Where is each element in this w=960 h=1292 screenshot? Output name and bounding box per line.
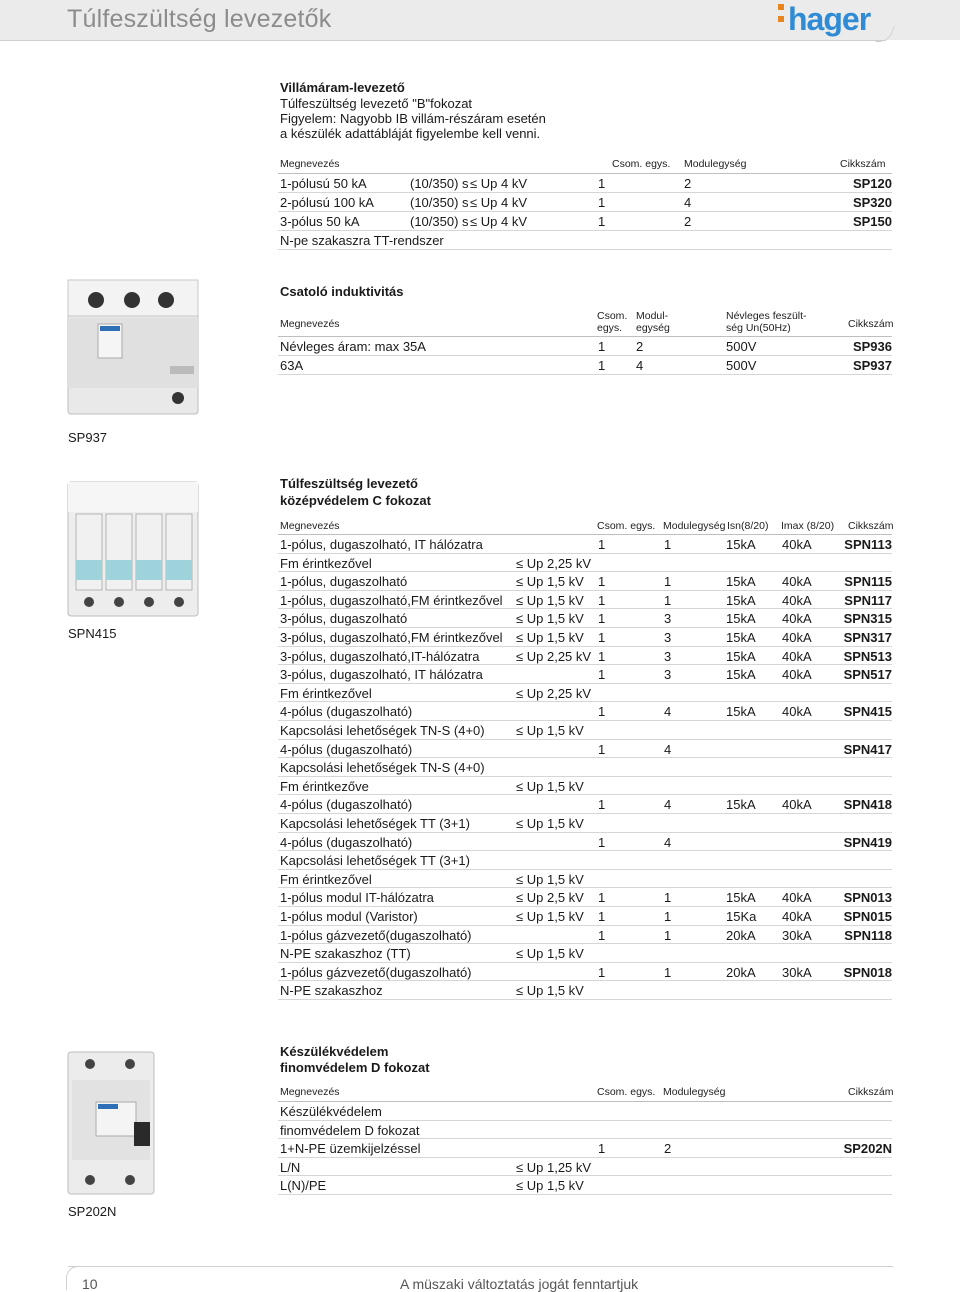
cell-up: ≤ Up 1,5 kV (516, 778, 584, 794)
cell-name: 1-pólus, dugaszolható, IT hálózatra (280, 537, 483, 552)
col-header-code: Cikkszám (848, 1086, 894, 1098)
cell-code: SPN315 (843, 611, 892, 627)
cell-name: Névleges áram: max 35A (280, 339, 426, 354)
cell-name: Kapcsolási lehetőségek TN-S (4+0) (280, 760, 485, 776)
cell-pack: 1 (598, 339, 606, 354)
cell-standard: (10/350) s (410, 176, 469, 191)
cell-standard: (10/350) s (410, 195, 469, 210)
cell-up: ≤ Up 2,5 kV (516, 890, 584, 906)
table-row (278, 337, 892, 356)
cell-module: 2 (684, 176, 692, 191)
table-row (278, 609, 892, 628)
cell-imax: 40kA (782, 648, 812, 664)
cell-name: 4-pólus (dugaszolható) (280, 704, 413, 720)
cell-isn: 20kA (726, 964, 756, 980)
cell-code: SPN015 (843, 909, 892, 924)
table-row (278, 721, 892, 740)
table-row (278, 174, 892, 193)
cell-module: 4 (664, 834, 672, 850)
col-header-module: Modulegység (663, 520, 726, 532)
table-row (278, 963, 892, 982)
cell-isn: 15kA (726, 648, 756, 664)
col-header-module: Modulegység (663, 1086, 726, 1098)
cell-imax: 40kA (782, 630, 812, 645)
cell-pack: 1 (598, 964, 606, 980)
cell-name: Fm érintkezővel (280, 555, 372, 571)
cell-up: ≤ Up 1,5 kV (516, 946, 584, 962)
table-row (278, 628, 892, 647)
cell-name: 63A (280, 358, 304, 373)
cell-module: 1 (664, 964, 672, 980)
table-row (278, 1176, 892, 1195)
col-header-code: Cikkszám (848, 318, 894, 330)
cell-pack: 1 (598, 358, 606, 373)
table-row (278, 1121, 892, 1140)
footer-note: A müszaki változtatás jogát fenntartjuk (400, 1276, 639, 1292)
cell-up: ≤ Up 1,5 kV (516, 592, 584, 608)
cell-module: 4 (684, 195, 692, 210)
table-row (278, 231, 892, 250)
cell-voltage: 500V (726, 358, 757, 373)
table-row (278, 833, 892, 852)
col-header-voltage: ség Un(50Hz) (726, 322, 791, 334)
cell-module: 1 (664, 927, 672, 943)
cell-pack: 1 (598, 611, 606, 627)
col-header-code: Cikkszám (840, 158, 886, 170)
logo-dots-icon (778, 0, 785, 28)
table-row (278, 356, 892, 375)
cell-code: SPN417 (843, 741, 892, 757)
cell-imax: 30kA (782, 927, 812, 943)
col-header-code: Cikkszám (848, 520, 894, 532)
cell-name: Készülékvédelem (280, 1104, 382, 1119)
cell-up: ≤ Up 1,5 kV (516, 816, 584, 831)
cell-name: L/N (280, 1159, 301, 1175)
col-header-pack: Csom. egys. (612, 158, 671, 170)
cell-code: SP936 (852, 339, 892, 354)
cell-up: ≤ Up 1,25 kV (516, 1159, 592, 1175)
cell-up: ≤ Up 2,25 kV (516, 648, 592, 664)
cell-pack: 1 (598, 648, 606, 664)
cell-module: 4 (664, 704, 672, 720)
cell-pack: 1 (598, 1141, 606, 1157)
cell-voltage: ≤ Up 4 kV (470, 195, 527, 210)
cell-name: 1+N-PE üzemkijelzéssel (280, 1141, 421, 1157)
cell-voltage: 500V (726, 339, 757, 354)
cell-isn: 15kA (726, 704, 756, 720)
table-row (278, 740, 892, 759)
table-row (278, 591, 892, 610)
table-row (278, 665, 892, 684)
cell-module: 2 (636, 339, 644, 354)
cell-standard: (10/350) s (410, 214, 469, 229)
cell-up: ≤ Up 1,5 kV (516, 1178, 584, 1194)
col-header-name: Megnevezés (280, 318, 340, 330)
cell-code: SP120 (852, 176, 892, 191)
cell-code: SPN415 (843, 704, 892, 720)
cell-code: SPN418 (843, 797, 892, 813)
cell-code: SPN113 (844, 537, 892, 552)
cell-pack: 1 (598, 927, 606, 943)
table-row (278, 535, 892, 554)
col-header-module: Modulegység (684, 158, 747, 170)
table-row (278, 1102, 892, 1121)
table-row (278, 554, 892, 573)
table-row (278, 1139, 892, 1158)
cell-name: 1-pólus, dugaszolható (280, 574, 408, 590)
cell-name: 3-pólus, dugaszolható,FM érintkezővel (280, 630, 503, 645)
cell-pack: 1 (598, 630, 606, 645)
cell-imax: 40kA (782, 667, 812, 683)
cell-imax: 40kA (782, 797, 812, 813)
cell-name: 4-pólus (dugaszolható) (280, 834, 413, 850)
cell-name: Kapcsolási lehetőségek TT (3+1) (280, 853, 470, 869)
cell-name: N-PE szakaszhoz (TT) (280, 946, 411, 962)
cell-name: 1-pólus gázvezető(dugaszolható) (280, 927, 472, 943)
section1-line: Figyelem: Nagyobb IB villám-részáram esetén (280, 111, 546, 126)
image-caption: SPN415 (68, 626, 117, 641)
cell-code: SPN115 (844, 574, 892, 590)
section4-subtitle: finomvédelem D fokozat (280, 1060, 430, 1075)
cell-imax: 40kA (782, 890, 812, 906)
section1-line: a készülék adattábláját figyelembe kell venni. (280, 126, 541, 141)
cell-voltage: ≤ Up 4 kV (470, 214, 527, 229)
cell-pack: 1 (598, 741, 606, 757)
cell-isn: 15kA (726, 890, 756, 906)
cell-code: SP202N (843, 1141, 892, 1157)
cell-name: Kapcsolási lehetőségek TN-S (4+0) (280, 723, 485, 738)
table-row (278, 981, 892, 1000)
cell-isn: 15Ka (726, 909, 757, 924)
cell-imax: 30kA (782, 964, 812, 980)
table-row (278, 851, 892, 870)
cell-name: 1-pólus, dugaszolható,FM érintkezővel (280, 592, 503, 608)
table-row (278, 193, 892, 212)
image-caption: SP202N (68, 1204, 117, 1219)
col-header-voltage: Névleges feszült- (726, 310, 807, 322)
section4-title: Készülékvédelem (280, 1044, 389, 1059)
cell-pack: 1 (598, 214, 606, 229)
cell-name: 1-pólus gázvezető(dugaszolható) (280, 964, 472, 980)
sp202n-device-image (66, 1050, 156, 1196)
cell-code: SP320 (852, 195, 892, 210)
table-row (278, 795, 892, 814)
footer-divider (68, 1266, 893, 1267)
cell-imax: 40kA (782, 611, 812, 627)
cell-isn: 15kA (726, 611, 756, 627)
cell-name: 3-pólus 50 kA (280, 214, 360, 229)
table-row (278, 1158, 892, 1177)
cell-pack: 1 (598, 909, 606, 924)
table-row (278, 926, 892, 945)
cell-code: SPN317 (843, 630, 892, 645)
cell-pack: 1 (598, 195, 606, 210)
logo-text: hager (788, 1, 871, 37)
cell-imax: 40kA (782, 909, 812, 924)
cell-code: SPN118 (844, 927, 892, 943)
cell-name: 1-pólus modul (Varistor) (280, 909, 418, 924)
cell-imax: 40kA (782, 704, 812, 720)
cell-name: 3-pólus, dugaszolható, IT hálózatra (280, 667, 483, 683)
col-header-module: Modul- (636, 310, 669, 322)
cell-isn: 15kA (726, 592, 756, 608)
cell-up: ≤ Up 1,5 kV (516, 574, 584, 590)
cell-pack: 1 (598, 890, 606, 906)
cell-pack: 1 (598, 176, 606, 191)
cell-up: ≤ Up 1,5 kV (516, 871, 584, 887)
brand-logo (778, 0, 870, 36)
cell-up: ≤ Up 2,25 kV (516, 685, 592, 701)
cell-isn: 15kA (726, 574, 756, 590)
cell-name: 3-pólus, dugaszolható (280, 611, 408, 627)
cell-name: 1-pólus modul IT-hálózatra (280, 890, 434, 906)
table-row (278, 647, 892, 666)
cell-imax: 40kA (782, 537, 812, 552)
table-row (278, 212, 892, 231)
cell-module: 1 (664, 890, 672, 906)
cell-name: 4-pólus (dugaszolható) (280, 797, 413, 813)
cell-name: Fm érintkezővel (280, 871, 372, 887)
cell-pack: 1 (598, 704, 606, 720)
cell-module: 2 (684, 214, 692, 229)
table-row (278, 702, 892, 721)
col-header-pack: Csom. egys. (597, 1086, 656, 1098)
cell-up: ≤ Up 1,5 kV (516, 723, 584, 738)
cell-pack: 1 (598, 797, 606, 813)
section2-title: Csatoló induktivitás (280, 284, 404, 299)
cell-up: ≤ Up 1,5 kV (516, 611, 584, 627)
cell-code: SP937 (852, 358, 892, 373)
sp937-device-image (66, 278, 200, 416)
cell-code: SPN018 (843, 964, 892, 980)
cell-name: Fm érintkezőve (280, 778, 369, 794)
col-header-imax: Imax (8/20) (781, 520, 835, 532)
cell-module: 4 (636, 358, 644, 373)
cell-module: 3 (664, 611, 672, 627)
cell-isn: 20kA (726, 927, 756, 943)
cell-code: SPN513 (843, 648, 892, 664)
cell-pack: 1 (598, 537, 606, 552)
cell-module: 2 (664, 1141, 672, 1157)
col-header-pack: Csom. egys. (597, 520, 656, 532)
table-row (278, 907, 892, 926)
cell-name: N-PE szakaszhoz (280, 983, 383, 999)
cell-voltage: ≤ Up 4 kV (470, 176, 527, 191)
footer-divider-curve (66, 1266, 80, 1290)
cell-imax: 40kA (782, 592, 812, 608)
image-caption: SP937 (68, 430, 108, 445)
cell-code: SPN517 (843, 667, 892, 683)
cell-code: SPN013 (843, 890, 892, 906)
cell-pack: 1 (598, 667, 606, 683)
page-number: 10 (82, 1276, 98, 1292)
spn415-device-image (66, 480, 200, 618)
section3-title: Túlfeszültség levezető (280, 476, 418, 491)
cell-name: Kapcsolási lehetőségek TT (3+1) (280, 816, 470, 831)
section1-line: Túlfeszültség levezető "B"fokozat (280, 96, 473, 111)
col-header-isn: Isn(8/20) (727, 520, 769, 532)
cell-code: SPN419 (843, 834, 892, 850)
cell-module: 1 (664, 909, 672, 924)
cell-module: 1 (664, 537, 672, 552)
table-row (278, 814, 892, 833)
cell-module: 1 (664, 592, 672, 608)
section3-subtitle: középvédelem C fokozat (280, 493, 431, 508)
cell-isn: 15kA (726, 667, 756, 683)
cell-up: ≤ Up 2,25 kV (516, 555, 592, 571)
table-row (278, 777, 892, 796)
section1-title: Villámáram-levezető (280, 80, 405, 95)
cell-module: 4 (664, 797, 672, 813)
cell-module: 3 (664, 630, 672, 645)
cell-up: ≤ Up 1,5 kV (516, 630, 584, 645)
col-header-name: Megnevezés (280, 520, 340, 532)
cell-name: L(N)/PE (280, 1178, 327, 1194)
table-row (278, 684, 892, 703)
col-header-name: Megnevezés (280, 158, 340, 170)
table-row (278, 870, 892, 889)
cell-name: 4-pólus (dugaszolható) (280, 741, 413, 757)
header-divider (0, 40, 886, 41)
cell-up: ≤ Up 1,5 kV (516, 983, 584, 999)
cell-imax: 40kA (782, 574, 812, 590)
cell-module: 1 (664, 574, 672, 590)
cell-isn: 15kA (726, 537, 756, 552)
cell-up: ≤ Up 1,5 kV (516, 909, 584, 924)
cell-pack: 1 (598, 834, 606, 850)
cell-module: 4 (664, 741, 672, 757)
page-title: Túlfeszültség levezetők (67, 5, 332, 33)
cell-code: SP150 (852, 214, 892, 229)
col-header-pack: egys. (597, 322, 623, 334)
table-row (278, 758, 892, 777)
cell-pack: 1 (598, 574, 606, 590)
cell-module: 3 (664, 667, 672, 683)
table-row (278, 888, 892, 907)
cell-name: Fm érintkezővel (280, 685, 372, 701)
cell-name: 2-pólusú 100 kA (280, 195, 374, 210)
cell-name: N-pe szakaszra TT-rendszer (280, 233, 444, 248)
col-header-pack: Csom. (597, 310, 628, 322)
cell-module: 3 (664, 648, 672, 664)
table-row (278, 572, 892, 591)
cell-isn: 15kA (726, 797, 756, 813)
table-row (278, 944, 892, 963)
col-header-module: egység (636, 322, 670, 334)
cell-name: 3-pólus, dugaszolható,IT-hálózatra (280, 648, 480, 664)
cell-name: 1-pólusú 50 kA (280, 176, 367, 191)
cell-pack: 1 (598, 592, 606, 608)
col-header-name: Megnevezés (280, 1086, 340, 1098)
cell-isn: 15kA (726, 630, 756, 645)
cell-name: finomvédelem D fokozat (280, 1122, 420, 1138)
cell-code: SPN117 (844, 592, 892, 608)
